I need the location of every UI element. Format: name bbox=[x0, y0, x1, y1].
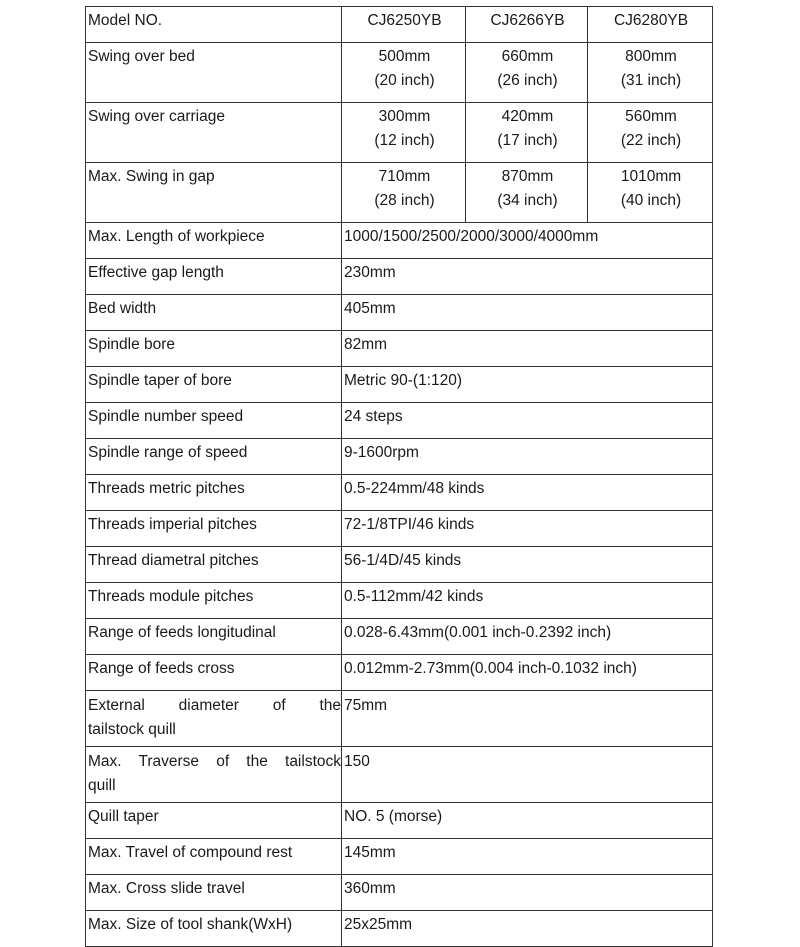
value-cell bbox=[342, 103, 466, 163]
value-inch: (17 inch) bbox=[497, 132, 558, 149]
row-value: 9-1600rpm bbox=[342, 439, 713, 475]
table-row bbox=[86, 295, 713, 331]
row-value: 75mm bbox=[342, 691, 713, 747]
row-label: Thread diametral pitches bbox=[86, 547, 342, 583]
row-label: Spindle taper of bore bbox=[86, 367, 342, 403]
table-row bbox=[86, 691, 713, 747]
value-cell bbox=[466, 163, 588, 223]
table-row bbox=[86, 475, 713, 511]
table-row bbox=[86, 403, 713, 439]
value-cell bbox=[466, 43, 588, 103]
row-value: 230mm bbox=[342, 259, 713, 295]
row-value: 0.5-112mm/42 kinds bbox=[342, 583, 713, 619]
value-inch: (26 inch) bbox=[497, 72, 558, 89]
table-row bbox=[86, 367, 713, 403]
row-label: Spindle number speed bbox=[86, 403, 342, 439]
row-label: Threads imperial pitches bbox=[86, 511, 342, 547]
row-label-line: quill bbox=[88, 777, 116, 794]
value-cell bbox=[588, 163, 713, 223]
table-row bbox=[86, 259, 713, 295]
row-label-wrapped bbox=[86, 747, 342, 803]
value-mm: 300mm bbox=[378, 108, 431, 125]
value-mm: 710mm bbox=[378, 168, 431, 185]
value-cell bbox=[342, 43, 466, 103]
row-value: 24 steps bbox=[342, 403, 713, 439]
value-inch: (22 inch) bbox=[620, 132, 682, 149]
table-row bbox=[86, 439, 713, 475]
table-row bbox=[86, 803, 713, 839]
value-inch: (40 inch) bbox=[620, 192, 682, 209]
row-label: Quill taper bbox=[86, 803, 342, 839]
value-mm: 870mm bbox=[501, 168, 554, 185]
row-value: 360mm bbox=[342, 875, 713, 911]
table-row bbox=[86, 43, 713, 103]
value-inch: (28 inch) bbox=[374, 192, 435, 209]
row-label: Threads metric pitches bbox=[86, 475, 342, 511]
value-mm: 420mm bbox=[501, 108, 554, 125]
row-label: Threads module pitches bbox=[86, 583, 342, 619]
row-label: Range of feeds longitudinal bbox=[86, 619, 342, 655]
value-inch: (12 inch) bbox=[374, 132, 435, 149]
value-mm: 1010mm bbox=[620, 168, 682, 185]
value-mm: 800mm bbox=[625, 48, 677, 65]
row-label: Max. Travel of compound rest bbox=[86, 839, 342, 875]
value-cell bbox=[342, 163, 466, 223]
table-row bbox=[86, 839, 713, 875]
row-label: Max. Size of tool shank(WxH) bbox=[86, 911, 342, 947]
row-value: 72-1/8TPI/46 kinds bbox=[342, 511, 713, 547]
value-mm: 500mm bbox=[378, 48, 431, 65]
value-mm: 560mm bbox=[625, 108, 677, 125]
value-cell bbox=[466, 103, 588, 163]
row-label: Range of feeds cross bbox=[86, 655, 342, 691]
table-row bbox=[86, 511, 713, 547]
model-cj6280yb: CJ6280YB bbox=[588, 7, 713, 43]
row-value: 0.5-224mm/48 kinds bbox=[342, 475, 713, 511]
row-label-line: External diameter of the bbox=[88, 697, 341, 714]
value-cell bbox=[588, 43, 713, 103]
table-row bbox=[86, 655, 713, 691]
row-label: Spindle range of speed bbox=[86, 439, 342, 475]
row-value: 0.028-6.43mm(0.001 inch-0.2392 inch) bbox=[342, 619, 713, 655]
table-row bbox=[86, 331, 713, 367]
table-row bbox=[86, 583, 713, 619]
model-cj6266yb: CJ6266YB bbox=[466, 7, 588, 43]
row-value: 405mm bbox=[342, 295, 713, 331]
model-cj6250yb: CJ6250YB bbox=[342, 7, 466, 43]
row-label: Effective gap length bbox=[86, 259, 342, 295]
row-label: Max. Cross slide travel bbox=[86, 875, 342, 911]
header-row bbox=[86, 7, 713, 43]
value-mm: 660mm bbox=[501, 48, 554, 65]
row-value: 0.012mm-2.73mm(0.004 inch-0.1032 inch) bbox=[342, 655, 713, 691]
row-value: NO. 5 (morse) bbox=[342, 803, 713, 839]
table-row bbox=[86, 223, 713, 259]
header-label: Model NO. bbox=[86, 7, 342, 43]
table-row bbox=[86, 911, 713, 947]
row-value: 150 bbox=[342, 747, 713, 803]
value-inch: (31 inch) bbox=[620, 72, 682, 89]
row-label: Max. Length of workpiece bbox=[86, 223, 342, 259]
table-row bbox=[86, 103, 713, 163]
table-row bbox=[86, 619, 713, 655]
row-label-line: Max. Traverse of the tailstock bbox=[88, 753, 341, 770]
row-value: 145mm bbox=[342, 839, 713, 875]
value-cell bbox=[588, 103, 713, 163]
value-inch: (34 inch) bbox=[497, 192, 558, 209]
lathe-spec-table bbox=[85, 6, 713, 947]
row-label: Bed width bbox=[86, 295, 342, 331]
row-value: 82mm bbox=[342, 331, 713, 367]
row-value: Metric 90-(1:120) bbox=[342, 367, 713, 403]
table-row bbox=[86, 163, 713, 223]
row-value: 1000/1500/2500/2000/3000/4000mm bbox=[342, 223, 713, 259]
value-inch: (20 inch) bbox=[374, 72, 435, 89]
row-label-wrapped bbox=[86, 691, 342, 747]
row-label: Spindle bore bbox=[86, 331, 342, 367]
row-label: Max. Swing in gap bbox=[86, 163, 342, 223]
row-label: Swing over bed bbox=[86, 43, 342, 103]
row-value: 25x25mm bbox=[342, 911, 713, 947]
table-row bbox=[86, 547, 713, 583]
row-label-line: tailstock quill bbox=[88, 721, 176, 738]
table-row bbox=[86, 875, 713, 911]
table-row bbox=[86, 747, 713, 803]
row-value: 56-1/4D/45 kinds bbox=[342, 547, 713, 583]
row-label: Swing over carriage bbox=[86, 103, 342, 163]
